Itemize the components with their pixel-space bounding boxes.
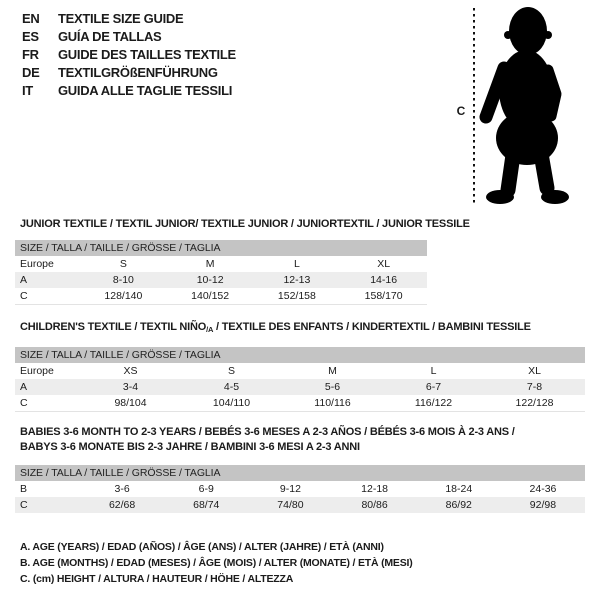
- section-heading-children: [20, 320, 531, 337]
- legend-row: [22, 64, 236, 82]
- legend-code: DE: [22, 65, 40, 80]
- size-cell: 7-8: [526, 381, 543, 393]
- legend-code: FR: [22, 47, 39, 62]
- legend-code: ES: [22, 29, 39, 44]
- footnotes: [20, 539, 413, 587]
- legend-text: TEXTILGRÖßENFÜHRUNG: [58, 65, 218, 80]
- row-label: C: [20, 397, 28, 409]
- baby-silhouette-icon: [466, 4, 578, 208]
- size-table-header: SIZE / TALLA / TAILLE / GRÖSSE / TAGLIA: [15, 347, 585, 363]
- size-cell: 5-6: [324, 381, 341, 393]
- footnote-c: C. (cm) HEIGHT / ALTURA / HAUTEUR / HÖHE / ALTEZZA: [20, 573, 294, 585]
- legend-text: GUIDA ALLE TAGLIE TESSILI: [58, 83, 233, 98]
- size-cell: 3-4: [122, 381, 139, 393]
- row-label: A: [20, 274, 28, 286]
- size-cell: 104/110: [212, 397, 251, 409]
- size-table-babies: [15, 465, 585, 513]
- size-cell: 152/158: [277, 290, 316, 302]
- table-row: [15, 497, 585, 513]
- size-cell: 4-5: [223, 381, 240, 393]
- size-cell: 80/86: [361, 499, 388, 511]
- table-row: [15, 272, 427, 288]
- size-table-children: [15, 347, 585, 412]
- table-row: [15, 363, 585, 379]
- size-cell: 62/68: [108, 499, 136, 511]
- size-cell: 92/98: [529, 499, 557, 511]
- size-table-header: SIZE / TALLA / TAILLE / GRÖSSE / TAGLIA: [15, 240, 427, 256]
- size-cell: 98/104: [114, 397, 147, 409]
- legend-row: [22, 10, 236, 28]
- size-cell: 68/74: [193, 499, 220, 511]
- size-cell: 18-24: [445, 483, 473, 495]
- legend-row: [22, 28, 236, 46]
- legend-code: IT: [22, 83, 33, 98]
- size-cell: 110/116: [314, 397, 351, 409]
- heading-text: CHILDREN'S TEXTILE / TEXTIL NIÑO: [20, 321, 207, 333]
- size-cell: 8-10: [112, 274, 134, 286]
- footnote-a: A. AGE (YEARS) / EDAD (AÑOS) / ÂGE (ANS) / ALTER (JAHRE) / ETÀ (ANNI): [20, 541, 384, 553]
- heading-line: BABYS 3-6 MONATE BIS 2-3 JAHRE / BAMBINI 3-6 MESI A 2-3 ANNI: [20, 441, 360, 453]
- size-cell: 128/140: [104, 290, 143, 302]
- size-cell: 86/92: [445, 499, 472, 511]
- size-table-junior: [15, 240, 427, 305]
- size-cell: XL: [528, 365, 541, 377]
- legend-code: EN: [22, 11, 40, 26]
- row-label: Europe: [20, 258, 54, 270]
- size-cell: 9-12: [279, 483, 301, 495]
- legend-text: TEXTILE SIZE GUIDE: [58, 11, 184, 26]
- height-label: C: [456, 104, 466, 118]
- legend-row: [22, 46, 236, 64]
- heading-subscript: /A: [206, 325, 214, 334]
- row-label: A: [20, 381, 28, 393]
- size-cell: 122/128: [515, 397, 554, 409]
- size-cell: 12-18: [361, 483, 389, 495]
- size-cell: S: [227, 365, 235, 377]
- size-cell: 158/170: [364, 290, 403, 302]
- heading-line: BABIES 3-6 MONTH TO 2-3 YEARS / BEBÉS 3-6 MESES A 2-3 AÑOS / BÉBÉS 3-6 MOIS À 2-3 ANS /: [20, 426, 515, 438]
- size-cell: M: [205, 258, 215, 270]
- row-label: Europe: [20, 365, 54, 377]
- table-row: [15, 288, 427, 304]
- size-table-header: SIZE / TALLA / TAILLE / GRÖSSE / TAGLIA: [15, 465, 585, 481]
- size-cell: M: [328, 365, 337, 377]
- size-cell: 140/152: [191, 290, 230, 302]
- size-cell: 12-13: [283, 274, 311, 286]
- table-row: [15, 481, 585, 497]
- language-legend: [22, 10, 236, 100]
- size-cell: 24-36: [529, 483, 557, 495]
- size-cell: 6-9: [198, 483, 214, 495]
- legend-row: [22, 82, 236, 100]
- row-label: C: [20, 290, 28, 302]
- footnote-b: B. AGE (MONTHS) / EDAD (MESES) / ÂGE (MOIS) / ALTER (MONATE) / ETÀ (MESI): [20, 557, 413, 569]
- table-row: [15, 379, 585, 395]
- heading-text: / TEXTILE DES ENFANTS / KINDERTEXTIL / BAMBINI TESSILE: [213, 321, 531, 333]
- size-cell: L: [293, 258, 300, 270]
- legend-text: GUÍA DE TALLAS: [58, 29, 162, 44]
- size-cell: 14-16: [370, 274, 398, 286]
- size-cell: 10-12: [196, 274, 224, 286]
- legend-text: GUIDE DES TAILLES TEXTILE: [58, 47, 236, 62]
- size-cell: 6-7: [425, 381, 442, 393]
- size-cell: 3-6: [114, 483, 130, 495]
- size-cell: XS: [123, 365, 138, 377]
- size-cell: 116/122: [414, 397, 453, 409]
- row-label: C: [20, 499, 28, 511]
- section-heading-junior: JUNIOR TEXTILE / TEXTIL JUNIOR/ TEXTILE JUNIOR / JUNIORTEXTIL / JUNIOR TESSILE: [20, 218, 470, 230]
- size-cell: XL: [377, 258, 391, 270]
- size-cell: L: [430, 365, 437, 377]
- section-heading-babies: [20, 425, 515, 455]
- table-row: [15, 395, 585, 411]
- size-cell: 74/80: [277, 499, 304, 511]
- size-cell: S: [119, 258, 127, 270]
- row-label: B: [20, 483, 28, 495]
- table-row: [15, 256, 427, 272]
